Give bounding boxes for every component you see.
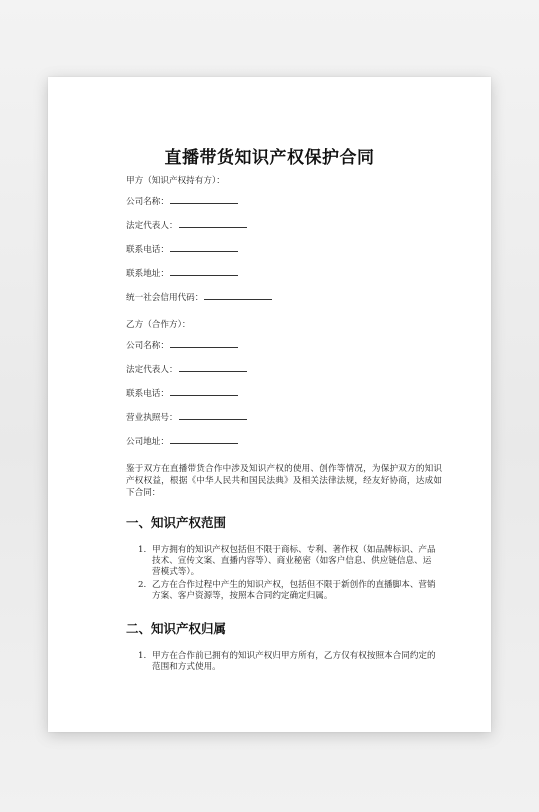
party-b-legal-rep-field xyxy=(126,362,247,376)
list-item-text: 乙方在合作过程中产生的知识产权，包括但不限于新创作的直播脚本、营销方案、客户资源等，按照本合同约定确定归属。 xyxy=(152,580,436,601)
party-a-phone-blank xyxy=(170,242,238,252)
party-b-address-label: 公司地址： xyxy=(126,437,169,447)
list-item-number: 2. xyxy=(138,580,147,590)
list-item-text: 甲方拥有的知识产权包括但不限于商标、专利、著作权（如品牌标识、产品技术、宣传文案、直播内容等）、商业秘密（如客户信息、供应链信息、运营模式等）。 xyxy=(152,545,436,577)
party-b-heading: 乙方（合作方）： xyxy=(126,320,191,330)
party-a-phone-label: 联系电话： xyxy=(126,245,169,255)
list-item-text: 甲方在合作前已拥有的知识产权归甲方所有，乙方仅有权按照本合同约定的范围和方式使用。 xyxy=(152,651,436,672)
preamble-paragraph: 鉴于双方在直播带货合作中涉及知识产权的使用、创作等情况，为保护双方的知识产权权益，根据《中华人民共和国民法典》及相关法律法规，经友好协商，达成如下合同： xyxy=(126,464,442,498)
section-heading-ip-ownership: 二、知识产权归属 xyxy=(126,621,227,636)
party-b-license-field xyxy=(126,410,247,424)
party-b-company-name-blank xyxy=(170,338,238,348)
party-b-company-name-label: 公司名称： xyxy=(126,341,169,351)
section-heading-ip-scope: 一、知识产权范围 xyxy=(126,515,227,530)
party-a-heading: 甲方（知识产权持有方）： xyxy=(126,176,225,186)
party-b-phone-field xyxy=(126,386,238,400)
party-a-company-name-blank xyxy=(170,194,238,204)
party-b-phone-blank xyxy=(170,386,238,396)
party-a-credit-code-blank xyxy=(204,290,272,300)
party-a-company-name-field xyxy=(126,194,238,208)
party-a-company-name-label: 公司名称： xyxy=(126,197,169,207)
party-a-address-field xyxy=(126,266,238,280)
party-b-phone-label: 联系电话： xyxy=(126,389,169,399)
party-b-address-blank xyxy=(170,434,238,444)
party-b-company-name-field xyxy=(126,338,238,352)
document-title: 直播带货知识产权保护合同 xyxy=(164,148,375,168)
list-item xyxy=(138,651,438,673)
party-a-legal-rep-field xyxy=(126,218,247,232)
list-item xyxy=(138,580,438,602)
document-page xyxy=(48,77,491,732)
party-a-legal-rep-blank xyxy=(179,218,247,228)
list-item-number: 1. xyxy=(138,651,147,661)
party-a-credit-code-label: 统一社会信用代码： xyxy=(126,293,204,303)
list-item-number: 1. xyxy=(138,545,147,555)
party-b-address-field xyxy=(126,434,238,448)
party-a-phone-field xyxy=(126,242,238,256)
list-item xyxy=(138,545,438,578)
party-b-license-blank xyxy=(179,410,247,420)
party-a-legal-rep-label: 法定代表人： xyxy=(126,221,178,231)
party-a-credit-code-field xyxy=(126,290,272,304)
party-a-address-label: 联系地址： xyxy=(126,269,169,279)
party-b-legal-rep-label: 法定代表人： xyxy=(126,365,178,375)
party-b-legal-rep-blank xyxy=(179,362,247,372)
party-a-address-blank xyxy=(170,266,238,276)
party-b-license-label: 营业执照号： xyxy=(126,413,178,423)
